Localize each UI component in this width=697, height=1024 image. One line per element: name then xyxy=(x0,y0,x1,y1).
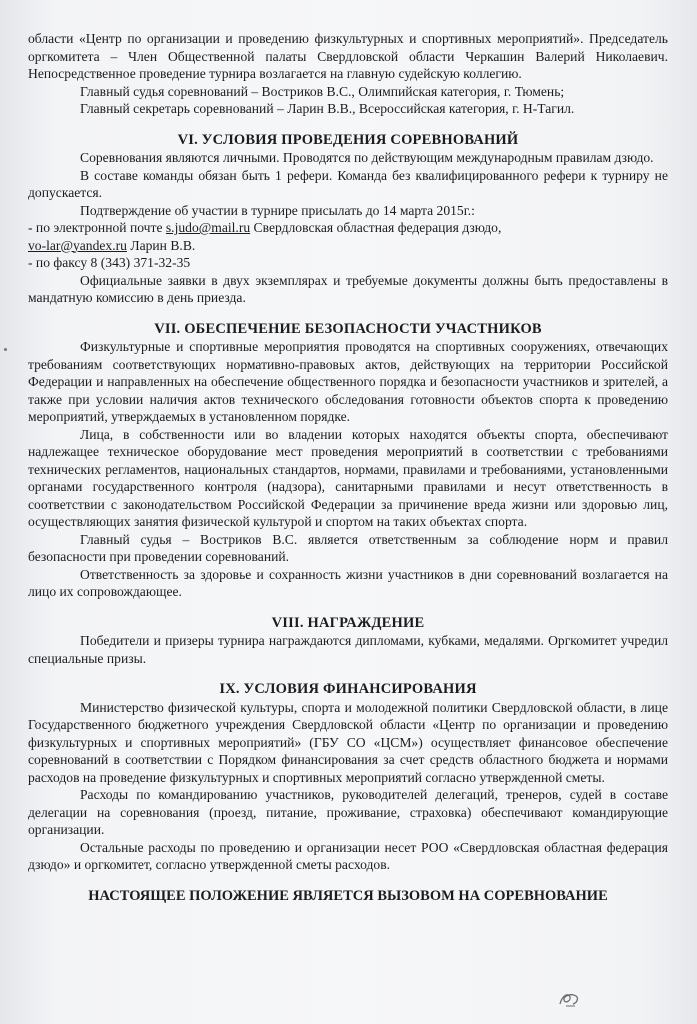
section-7-p3: Главный судья – Востриков В.С. является ответственным за соблюдение норм и правил безопасности при проведении соревнований. xyxy=(28,531,668,564)
section-6-heading: VI. УСЛОВИЯ ПРОВЕДЕНИЯ СОРЕВНОВАНИЙ xyxy=(177,131,519,148)
section-6-p1: Соревнования являются личными. Проводятся по действующим международным правилам дзюдо. xyxy=(80,150,654,165)
section-8-p1: Победители и призеры турнира награждаются дипломами, кубками, медалями. Оргкомитет учредил специальные призы. xyxy=(28,633,668,666)
chief-judge-line: Главный судья соревнований – Востриков В.С., Олимпийская категория, г. Тюмень; xyxy=(80,83,565,99)
email2-line xyxy=(28,237,668,255)
section-7-p1: Физкультурные и спортивные мероприятия проводятся на спортивных сооружениях, отвечающих требованиям соответствующих нормативно-правовых актов, действующих на территории Российской Федерации и направленных на обеспечение общественного порядка и безопасности участников и зрителей, а также при условии наличия актов технического обследования готовности объектов спорта к проведению мероприятий, утверждаемых в установленном порядке. xyxy=(28,339,668,424)
section-7-p4: Ответственность за здоровье и сохранность жизни участников в дни соревнований возлагается на лицо их сопровождающее. xyxy=(28,566,668,599)
organizer-paragraph: области «Центр по организации и проведению физкультурных и спортивных мероприятий». Председатель оргкомитета – Член Общественной палаты Свердловской области Черкашин Валерий Николаевич. Непосредственное проведение турнира возлагается на главную судейскую коллегию. xyxy=(28,31,668,81)
chief-secretary-line: Главный секретарь соревнований – Ларин В.В., Всероссийская категория, г. Н-Тагил. xyxy=(80,101,575,116)
section-9-p2: Расходы по командированию участников, руководителей делегаций, тренеров, судей в составе делегации на соревнования (проезд, питание, проживание, страховка) обеспечивают командирующие организации. xyxy=(28,787,668,837)
section-9-heading: IX. УСЛОВИЯ ФИНАНСИРОВАНИЯ xyxy=(219,681,477,697)
section-6-p3: Подтверждение об участии в турнире присылать до 14 марта 2015г.: xyxy=(80,202,475,218)
signature-mark-icon xyxy=(556,988,582,1010)
final-statement: НАСТОЯЩЕЕ ПОЛОЖЕНИЕ ЯВЛЯЕТСЯ ВЫЗОВОМ НА СОРЕВНОВАНИЕ xyxy=(88,887,608,904)
email2-link[interactable]: vo-lar@yandex.ru xyxy=(28,237,127,253)
scan-speck xyxy=(4,348,7,351)
email-prefix: - по электронной почте xyxy=(28,220,166,235)
section-6-p4: Официальные заявки в двух экземплярах и требуемые документы должны быть предоставлены в мандатную комиссию в день приезда. xyxy=(28,272,668,305)
section-9-p3: Остальные расходы по проведению и организации несет РОО «Свердловская областная федерация дзюдо» и оргкомитет, согласно утвержденной сметы расходов. xyxy=(28,839,668,872)
email2-suffix: Ларин В.В. xyxy=(126,237,196,253)
section-9-p1: Министерство физической культуры, спорта и молодежной политики Свердловской области, в лице Государственного бюджетного учреждения Свердловской области «Центр по организации и проведению физкультурных и спортивных мероприятий» (ГБУ СО «ЦСМ») осуществляет финансовое обеспечение соревнований в соответствии с Порядком финансирования за счет средств областного бюджета и нормами расходов на проведение физкультурных и спортивных мероприятий согласно утвержденной сметы. xyxy=(28,699,668,785)
document-body xyxy=(28,30,668,905)
section-7-heading: VII. ОБЕСПЕЧЕНИЕ БЕЗОПАСНОСТИ УЧАСТНИКОВ xyxy=(154,320,542,337)
fax-line: - по факсу 8 (343) 371-32-35 xyxy=(28,255,191,270)
section-6-p2: В составе команды обязан быть 1 рефери. Команда без квалифицированного рефери к турниру не допускается. xyxy=(28,167,668,200)
email-link[interactable]: s.judo@mail.ru xyxy=(165,220,251,235)
section-8-heading: VIII. НАГРАЖДЕНИЕ xyxy=(271,614,425,631)
email-suffix: Свердловская областная федерация дзюдо, xyxy=(250,220,502,235)
section-7-p2: Лица, в собственности или во владении которых находятся объекты спорта, обеспечивают надлежащее техническое оборудование мест проведения мероприятий в соответствии с требованиями технических регламентов, национальных стандартов, нормами, правилами и требованиями, установленными органами государственного контроля (надзора), санитарными правилами и несут ответственность в соответствии с законодательством Российской Федерации за причинение вреда жизни или здоровью лиц, осуществляющих занятия физической культурой и спортом на таких объектах спорта. xyxy=(28,426,668,529)
email-line xyxy=(28,219,668,237)
